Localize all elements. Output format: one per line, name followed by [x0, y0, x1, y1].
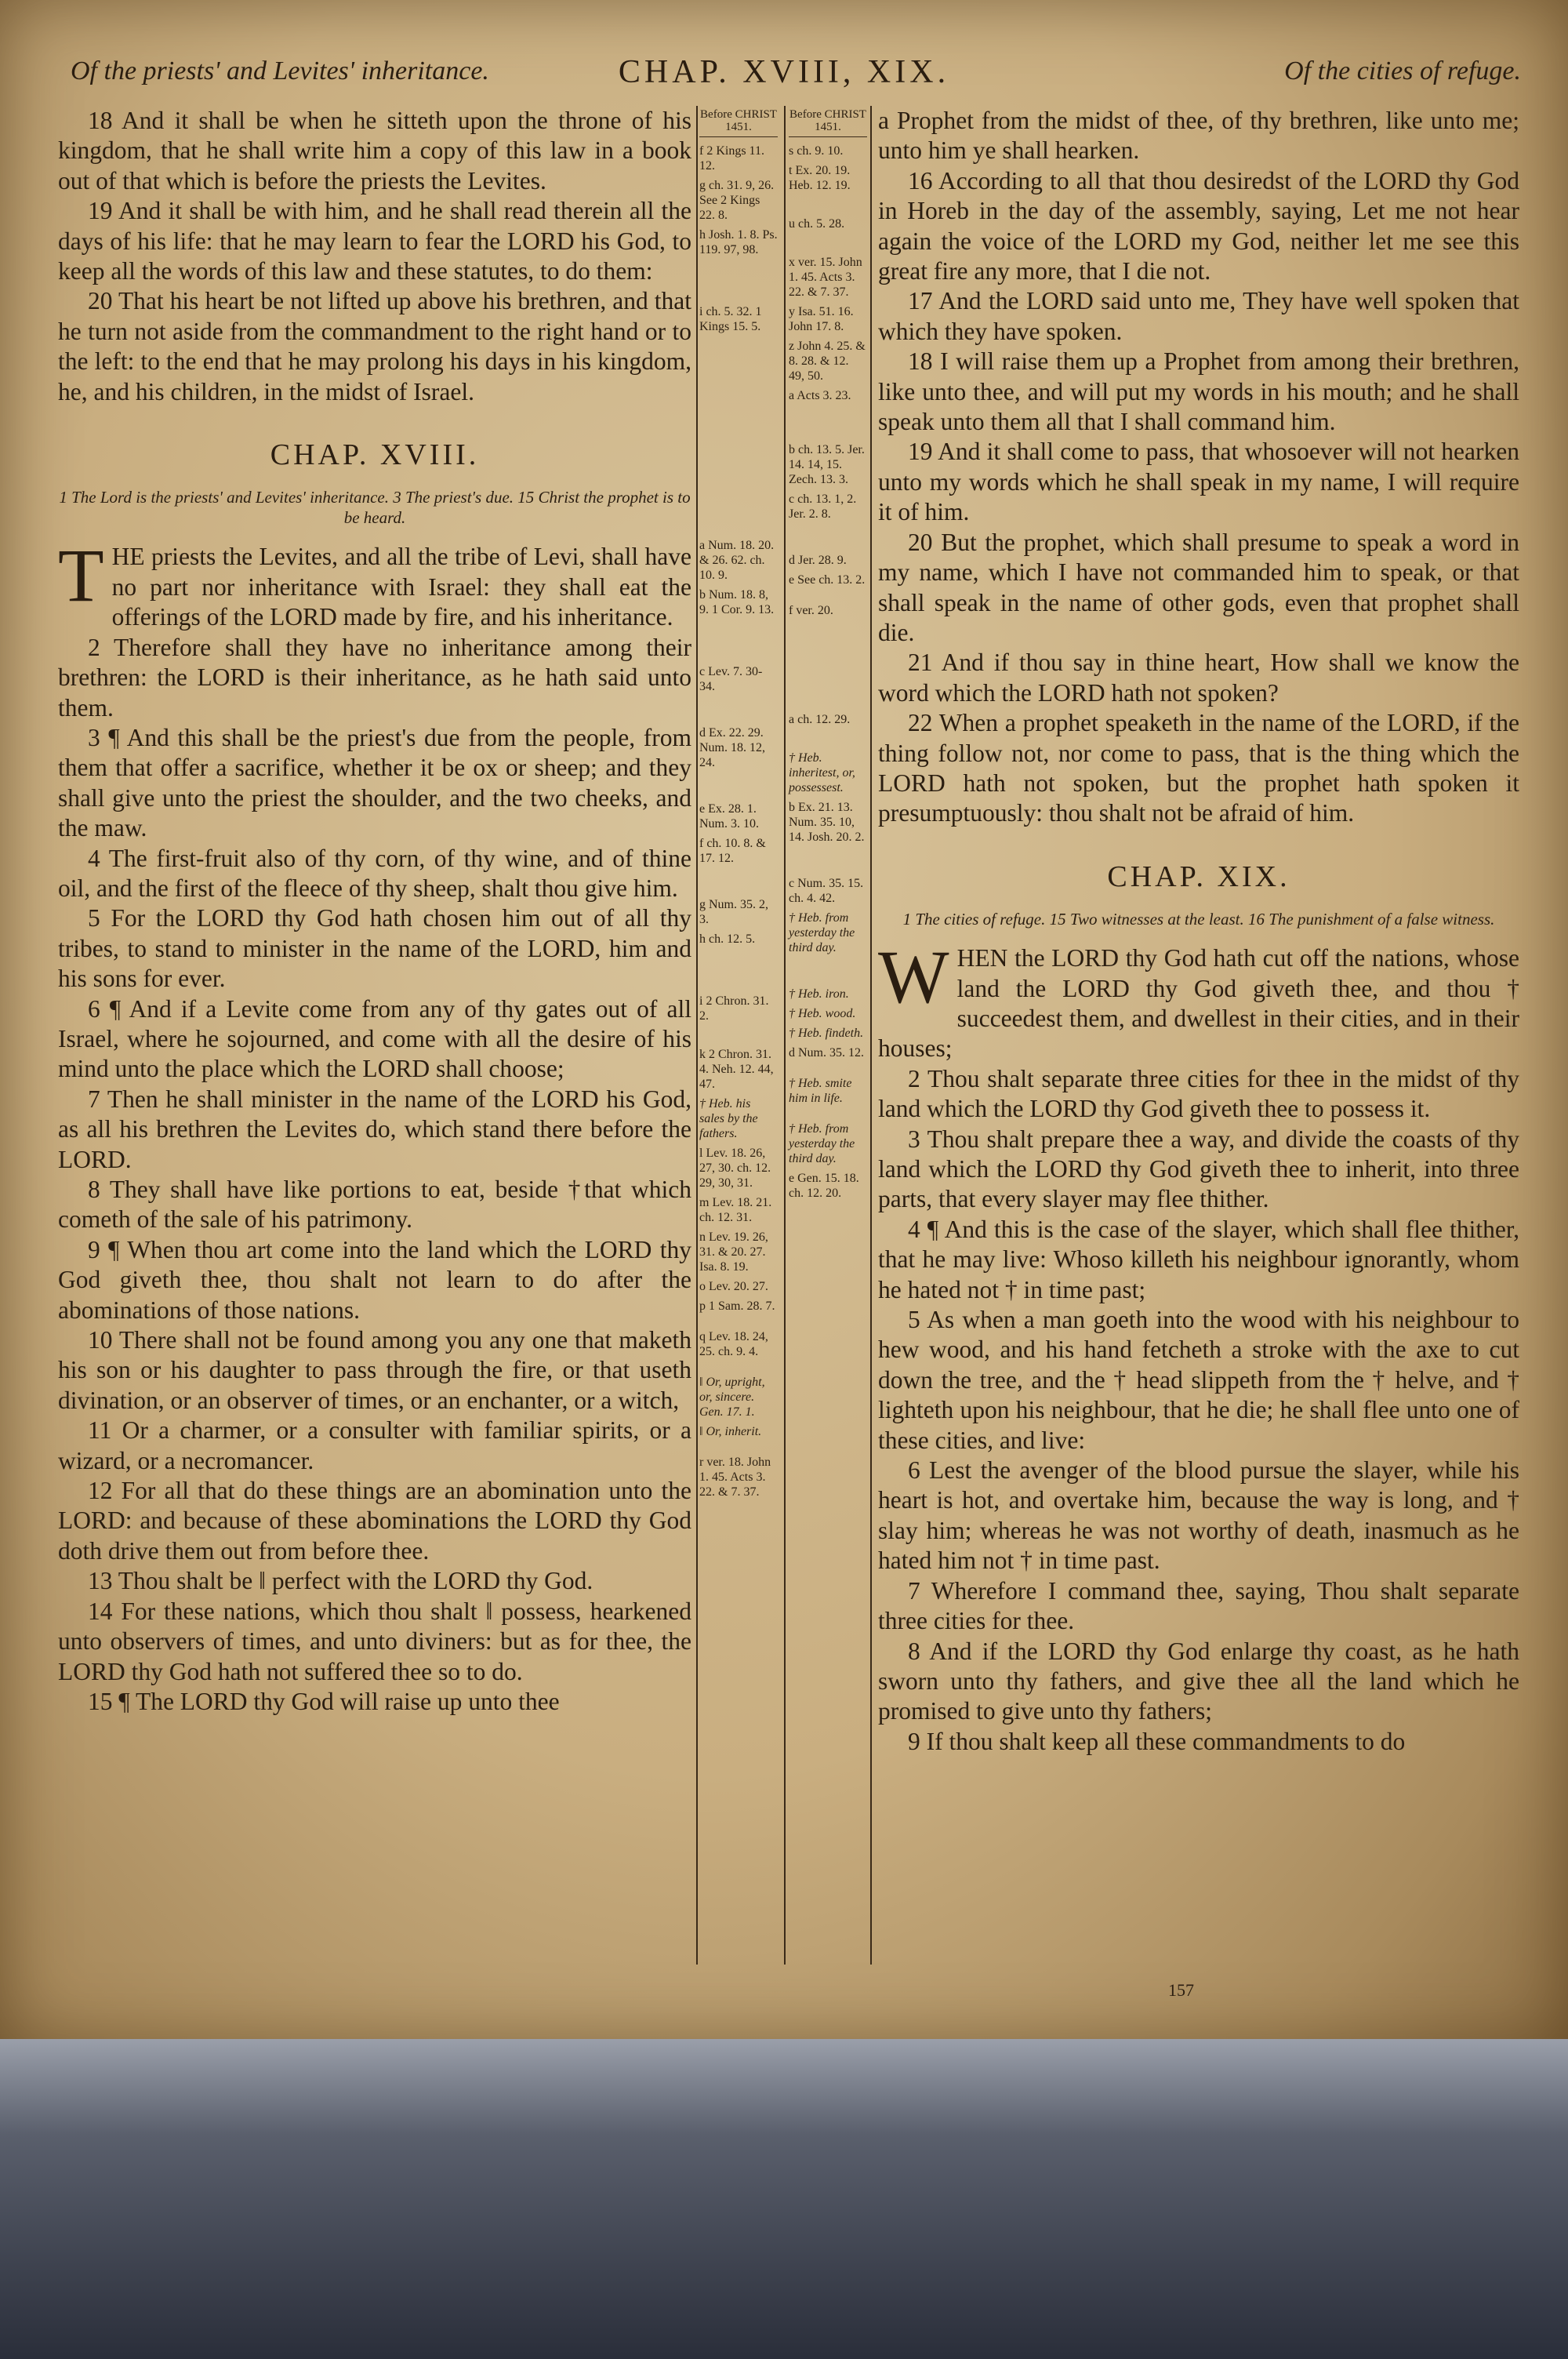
margin-ref: † Heb. from yesterday the third day.: [789, 911, 855, 954]
verse-paragraph: 19 And it shall come to pass, that whosoever will not hearken unto my words which he shall speak in my name, I will require it of him.: [878, 438, 1519, 526]
verse-paragraph: 12 For all that do these things are an abomination unto the LORD: and because of these abominations the LORD thy God doth drive them out from before thee.: [58, 1477, 691, 1565]
ref-date-heading: Before CHRIST 1451.: [699, 108, 778, 137]
margin-ref: g ch. 31. 9, 26. See 2 Kings 22. 8.: [699, 179, 775, 222]
verse-paragraph: 22 When a prophet speaketh in the name of the LORD, if the thing follow not, nor come to pass, that is the thing which the LORD hath not spoken, but the prophet hath spoken it presumptuously: thou shalt not be afraid of him.: [878, 709, 1519, 827]
verse-paragraph: 4 ¶ And this is the case of the slayer, which shall flee thither, that he may live: Whoso killeth his neighbour ignorantly, whom he hated not † in time past;: [878, 1215, 1519, 1303]
verse-paragraph: 5 For the LORD thy God hath chosen him out of all thy tribes, to stand to minister in the name of the LORD, him and his sons for ever.: [58, 904, 691, 993]
verse-paragraph: 11 Or a charmer, or a consulter with familiar spirits, or a wizard, or a necromancer.: [58, 1416, 691, 1474]
margin-ref: † Heb. his sales by the fathers.: [699, 1097, 758, 1140]
margin-ref: u ch. 5. 28.: [789, 217, 845, 231]
verse-paragraph: 14 For these nations, which thou shalt ‖ possess, hearkened unto observers of times, and unto diviners: but as for thee, the LORD thy God hath not suffered thee so to do.: [58, 1597, 691, 1685]
verse-paragraph: 9 ¶ When thou art come into the land which the LORD thy God giveth thee, thou shalt not learn to do after the abominations of those nations.: [58, 1235, 691, 1324]
margin-ref: h ch. 12. 5.: [699, 932, 756, 946]
column-rule: [870, 106, 872, 1965]
left-text-column: [58, 106, 691, 1717]
running-header-right: Of the cities of refuge.: [1284, 56, 1521, 85]
margin-ref: t Ex. 20. 19. Heb. 12. 19.: [789, 164, 851, 192]
verse-paragraph: 19 And it shall be with him, and he shall read therein all the days of his life: that he may learn to fear the LORD his God, to keep all the words of this law and these statutes, to do them:: [58, 197, 691, 285]
margin-ref: i ch. 5. 32. 1 Kings 15. 5.: [699, 305, 762, 333]
table-surface-background: [0, 2039, 1568, 2359]
verse-paragraph: 2 Thou shalt separate three cities for thee in the midst of thy land which the LORD thy God giveth thee to possess it.: [878, 1064, 1519, 1123]
verse-paragraph: 3 ¶ And this shall be the priest's due from the people, from them that offer a sacrifice, whether it be ox or sheep; and they shall give unto the priest the shoulder, and the two cheeks, and the maw.: [58, 723, 691, 842]
margin-references-b: [789, 108, 867, 1205]
margin-ref: a Acts 3. 23.: [789, 389, 851, 402]
margin-ref: b Ex. 21. 13. Num. 35. 10, 14. Josh. 20. 2.: [789, 801, 865, 844]
margin-ref: y Isa. 51. 16. John 17. 8.: [789, 305, 854, 333]
running-header-chapter: CHAP. XVIII, XIX.: [618, 54, 950, 90]
verse-paragraph: 20 That his heart be not lifted up above his brethren, and that he turn not aside from the commandment to the right hand or to the left: to the end that he may prolong his days in his kingdom, he, and his children, in the midst of Israel.: [58, 287, 691, 405]
margin-ref: n Lev. 19. 26, 31. & 20. 27. Isa. 8. 19.: [699, 1230, 768, 1274]
verse-paragraph: 17 And the LORD said unto me, They have well spoken that which they have spoken.: [878, 287, 1519, 345]
column-rule: [696, 106, 698, 1965]
margin-references-a: [699, 108, 778, 1504]
margin-ref: c Lev. 7. 30-34.: [699, 665, 763, 693]
margin-ref: l Lev. 18. 26, 27, 30. ch. 12. 29, 30, 31.: [699, 1147, 771, 1190]
margin-ref: e Ex. 28. 1. Num. 3. 10.: [699, 802, 759, 831]
verse-text: HEN the LORD thy God hath cut off the nations, whose land the LORD thy God giveth thee, and thou † succeedest them, and dwellest in their cities, and in their houses;: [878, 944, 1519, 1063]
margin-ref: b ch. 13. 5. Jer. 14. 14, 15. Zech. 13. 3.: [789, 443, 865, 486]
margin-ref: a Num. 18. 20. & 26. 62. ch. 10. 9.: [699, 539, 775, 582]
margin-ref: † Heb. smite him in life.: [789, 1077, 852, 1105]
verse-paragraph: 18 I will raise them up a Prophet from among their brethren, like unto thee, and will put my words in his mouth; and he shall speak unto them all that I shall command him.: [878, 347, 1519, 436]
margin-ref: † Heb. iron.: [789, 987, 849, 1001]
verse-paragraph: 21 And if thou say in thine heart, How shall we know the word which the LORD hath not spoken?: [878, 649, 1519, 707]
verse-paragraph: 20 But the prophet, which shall presume to speak a word in my name, which I have not commanded him to speak, or that shall speak in the name of other gods, even that prophet shall die.: [878, 528, 1519, 646]
margin-ref: g Num. 35. 2, 3.: [699, 898, 768, 926]
verse-paragraph: 7 Then he shall minister in the name of the LORD his God, as all his brethren the Levites do, which stand there before the LORD.: [58, 1085, 691, 1173]
margin-ref: h Josh. 1. 8. Ps. 119. 97, 98.: [699, 228, 778, 256]
verse-paragraph: 6 ¶ And if a Levite come from any of thy gates out of all Israel, where he sojourned, and come with all the desire of his mind unto the place which the LORD shall choose;: [58, 994, 691, 1083]
verse-paragraph: 9 If thou shalt keep all these commandments to do: [908, 1727, 1406, 1755]
chapter-title: CHAP. XIX.: [1107, 860, 1290, 893]
margin-ref: b Num. 18. 8, 9. 1 Cor. 9. 13.: [699, 588, 775, 616]
margin-ref: ‖ Or, upright, or, sincere. Gen. 17. 1.: [699, 1376, 765, 1419]
verse-text: HE priests the Levites, and all the tribe of Levi, shall have no part nor inheritance with Israel: they shall eat the offerings of the LORD made by fire, and his inheritance.: [111, 543, 691, 631]
running-header-left: Of the priests' and Levites' inheritance.: [71, 56, 489, 85]
margin-ref: r ver. 18. John 1. 45. Acts 3. 22. & 7. 37.: [699, 1456, 771, 1499]
chapter-summary: 1 The cities of refuge. 15 Two witnesses at the least. 16 The punishment of a false witness.: [902, 910, 1495, 929]
margin-ref: d Jer. 28. 9.: [789, 554, 847, 567]
margin-ref: a ch. 12. 29.: [789, 713, 851, 726]
verse-paragraph: 7 Wherefore I command thee, saying, Thou shalt separate three cities for thee.: [878, 1576, 1519, 1635]
verse-paragraph: 18 And it shall be when he sitteth upon the throne of his kingdom, that he shall write him a copy of this law in a book out of that which is before the priests the Levites.: [58, 107, 691, 194]
margin-ref: d Num. 35. 12.: [789, 1046, 864, 1060]
verse-paragraph: 6 Lest the avenger of the blood pursue the slayer, while his heart is hot, and overtake him, because the way is long, and † slay him; whereas he was not worthy of death, inasmuch as he hated him not † in time past.: [878, 1456, 1519, 1575]
margin-ref: † Heb. inheritest, or, possessest.: [789, 751, 855, 794]
margin-ref: † Heb. from yesterday the third day.: [789, 1122, 855, 1165]
margin-ref: f ver. 20.: [789, 604, 833, 617]
verse-paragraph: 3 Thou shalt prepare thee a way, and divide the coasts of thy land which the LORD thy God giveth thee to inherit, into three parts, that every slayer may flee thither.: [878, 1125, 1519, 1213]
right-text-column: [878, 106, 1519, 1757]
verse-paragraph: 15 ¶ The LORD thy God will raise up unto thee: [88, 1687, 560, 1715]
margin-ref: m Lev. 18. 21. ch. 12. 31.: [699, 1196, 772, 1224]
margin-ref: o Lev. 20. 27.: [699, 1280, 768, 1293]
margin-ref: e See ch. 13. 2.: [789, 573, 866, 587]
margin-ref: q Lev. 18. 24, 25. ch. 9. 4.: [699, 1330, 768, 1358]
verse-paragraph: 5 As when a man goeth into the wood with his neighbour to hew wood, and his hand fetcheth a stroke with the axe to cut down the tree, and the † head slippeth from the † helve, and † lighteth upon his neighbour, that he die; he shall flee unto one of these cities, and live:: [878, 1306, 1519, 1454]
margin-ref: z John 4. 25. & 8. 28. & 12. 49, 50.: [789, 340, 866, 383]
drop-cap: W: [878, 935, 949, 1020]
verse-paragraph: 4 The first-fruit also of thy corn, of thy wine, and of thine oil, and the first of the fleece of thy sheep, shalt thou give him.: [58, 844, 691, 902]
ref-date-heading: Before CHRIST 1451.: [789, 108, 867, 137]
drop-cap: T: [58, 533, 104, 618]
verse-paragraph: a Prophet from the midst of thee, of thy brethren, like unto me; unto him ye shall hearken.: [878, 107, 1519, 165]
margin-ref: c ch. 13. 1, 2. Jer. 2. 8.: [789, 493, 857, 521]
margin-ref: s ch. 9. 10.: [789, 144, 844, 158]
margin-ref: † Heb. wood.: [789, 1007, 856, 1020]
verse-paragraph: 8 And if the LORD thy God enlarge thy coast, as he hath sworn unto thy fathers, and give thee all the land which he promised to give unto thy fathers;: [878, 1637, 1519, 1725]
verse-paragraph-first: [878, 935, 1519, 1064]
margin-ref: d Ex. 22. 29. Num. 18. 12, 24.: [699, 726, 765, 769]
chapter-summary: 1 The Lord is the priests' and Levites' inheritance. 3 The priest's due. 15 Christ the prophet is to be heard.: [59, 488, 691, 528]
verse-paragraph: 10 There shall not be found among you any one that maketh his son or his daughter to pass through the fire, or that useth divination, or an observer of times, or an enchanter, or a witch,: [58, 1326, 691, 1414]
margin-ref: f 2 Kings 11. 12.: [699, 144, 764, 173]
verse-paragraph: 16 According to all that thou desiredst of the LORD thy God in Horeb in the day of the assembly, saying, Let me not hear again the voice of the LORD my God, neither let me see this great fire any more, that I die not.: [878, 166, 1519, 285]
verse-paragraph: 8 They shall have like portions to eat, beside †that which cometh of the sale of his patrimony.: [58, 1176, 691, 1234]
margin-ref: f ch. 10. 8. & 17. 12.: [699, 837, 766, 865]
column-rule: [784, 106, 786, 1965]
margin-ref: p 1 Sam. 28. 7.: [699, 1299, 775, 1313]
verse-paragraph: 13 Thou shalt be ‖ perfect with the LORD thy God.: [88, 1567, 593, 1595]
margin-ref: x ver. 15. John 1. 45. Acts 3. 22. & 7. 37.: [789, 256, 862, 299]
margin-ref: k 2 Chron. 31. 4. Neh. 12. 44, 47.: [699, 1048, 774, 1091]
margin-ref: e Gen. 15. 18. ch. 12. 20.: [789, 1172, 859, 1200]
margin-ref: † Heb. findeth.: [789, 1027, 864, 1040]
margin-ref: c Num. 35. 15. ch. 4. 42.: [789, 877, 864, 905]
page-number: 157: [1168, 1980, 1194, 2000]
margin-ref: ‖ Or, inherit.: [699, 1425, 762, 1438]
margin-ref: i 2 Chron. 31. 2.: [699, 994, 769, 1023]
verse-paragraph-first: [58, 533, 691, 632]
chapter-title: CHAP. XVIII.: [270, 438, 480, 472]
verse-paragraph: 2 Therefore shall they have no inheritance among their brethren: the LORD is their inheritance, as he hath said unto them.: [58, 633, 691, 722]
